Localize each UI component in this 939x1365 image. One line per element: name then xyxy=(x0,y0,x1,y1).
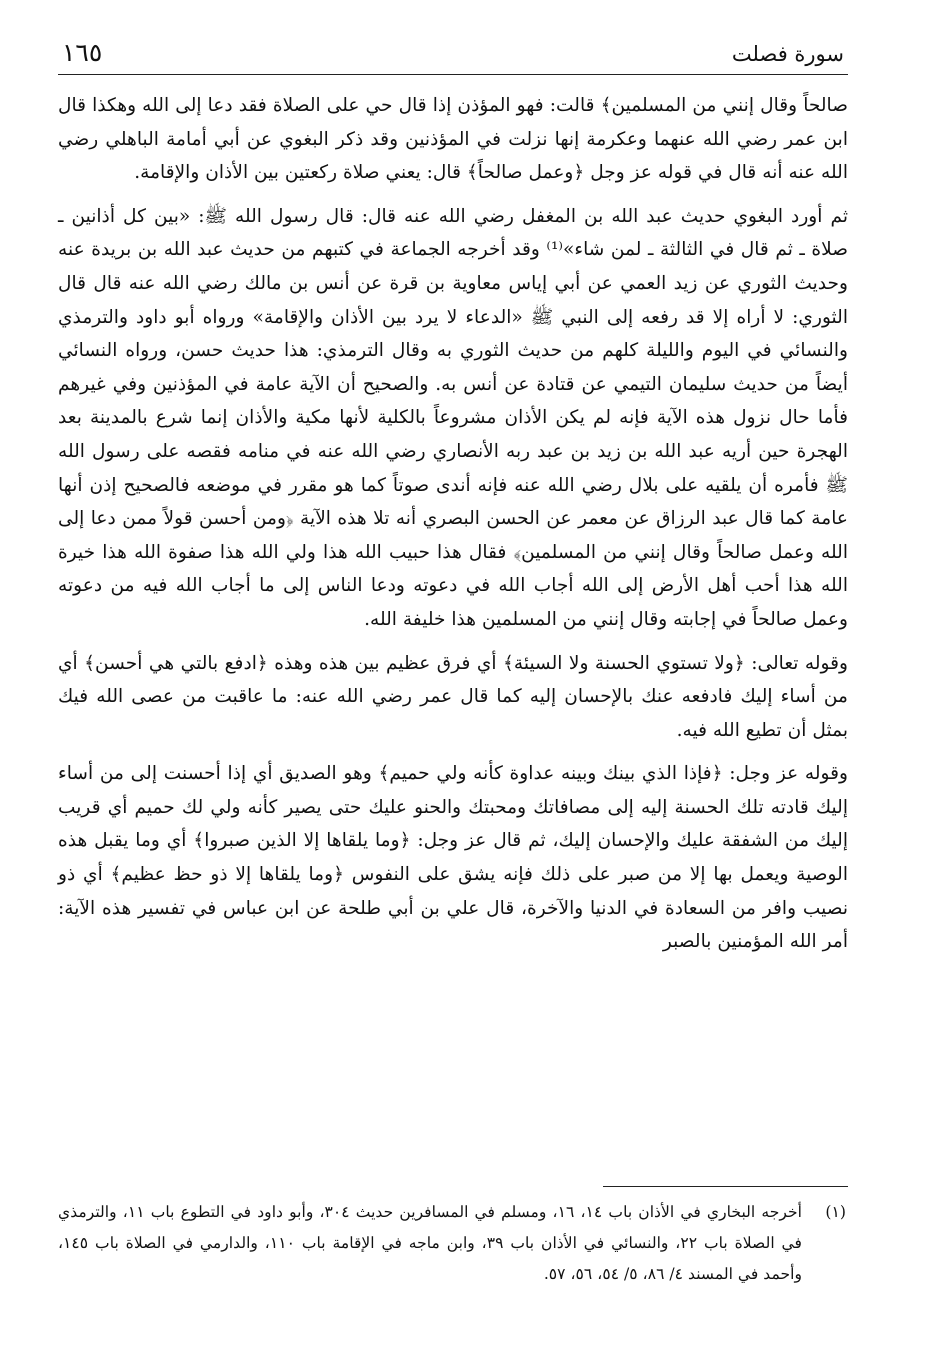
paragraph-1: صالحاً وقال إنني من المسلمين﴾ قالت: فهو المؤذن إذا قال حي على الصلاة فقد دعا إلى الله وهكذا قال ابن عمر رضي الله عنهما وعكرمة إنها نزلت في المؤذنين وقد ذكر البغوي عن أبي أمامة الباهلي رضي الله عنه أنه قال في قوله عز وجل ﴿وعمل صالحاً﴾ قال: يعني صلاة ركعتين بين الأذان والإقامة. xyxy=(58,95,848,184)
main-text xyxy=(58,89,848,959)
running-title: سورة فصلت xyxy=(731,42,844,66)
page-number: ١٦٥ xyxy=(62,38,103,67)
footnote-divider xyxy=(603,1186,848,1187)
page-header xyxy=(58,38,848,75)
paragraph-3: وقوله تعالى: ﴿ولا تستوي الحسنة ولا السيئة﴾ أي فرق عظيم بين هذه وهذه ﴿ادفع بالتي هي أحسن﴾ أي من أساء إليك فادفعه عنك بالإحسان إليه كما قال عمر رضي الله عنه: ما عاقبت من عصى الله فيك بمثل أن تطيع الله فيه. xyxy=(58,652,848,741)
paragraph-2: ثم أورد البغوي حديث عبد الله بن المغفل رضي الله عنه قال: قال رسول الله ﷺ: «بين كل أذانين ـ صلاة ـ ثم قال في الثالثة ـ لمن شاء»⁽¹⁾ وقد أخرجه الجماعة في كتبهم من حديث عبد الله بن بريدة عنه وحديث الثوري عن زيد العمي عن أبي إياس معاوية بن قرة عن أنس بن مالك رضي الله عنه قال قال الثوري: لا أراه إلا قد رفعه إلى النبي ﷺ «الدعاء لا يرد بين الأذان والإقامة» ورواه أبو داود والترمذي والنسائي في اليوم والليلة كلهم من حديث الثوري به وقال الترمذي: هذا حديث حسن، ورواه النسائي أيضاً من حديث سليمان التيمي عن قتادة عن أنس به. والصحيح أن الآية عامة في المؤذنين وفي غيرهم فأما حال نزول هذه الآية فإنه لم يكن الأذان مشروعاً بالكلية لأنها مكية والأذان إنما شرع بالمدينة بعد الهجرة حين أريه عبد الله بن زيد بن عبد ربه الأنصاري رضي الله عنه في منامه فقصه على رسول الله ﷺ فأمره أن يلقيه على بلال رضي الله عنه فإنه أندى صوتاً كما هو مقرر في موضعه فالصحيح إذن أنها عامة كما قال عبد الرزاق عن معمر عن الحسن البصري أنه تلا هذه الآية ﴿ومن أحسن قولاً ممن دعا إلى الله وعمل صالحاً وقال إنني من المسلمين﴾ فقال هذا حبيب الله هذا ولي الله هذا صفوة الله هذا خيرة الله هذا أحب أهل الأرض إلى الله أجاب الله في دعوته ودعا الناس إلى ما أجاب الله فيه من دعوته وعمل صالحاً في إجابته وقال إنني من المسلمين هذا خليفة الله. xyxy=(58,205,849,630)
book-page xyxy=(58,38,848,959)
footnote-text: أخرجه البخاري في الأذان باب ١٤، ١٦، ومسلم في المسافرين حديث ٣٠٤، وأبو داود في التطوع باب ١١، والترمذي في الصلاة باب ٢٢، والنسائي في الأذان باب ٣٩، وابن ماجه في الإقامة باب ١١٠، والدارمي في الصلاة باب ١٤٥، وأحمد في المسند ٤/ ٨٦، ٥/ ٥٤، ٥٦، ٥٧. xyxy=(58,1203,802,1283)
paragraph-4: وقوله عز وجل: ﴿فإذا الذي بينك وبينه عداوة كأنه ولي حميم﴾ وهو الصديق أي إذا أحسنت إلى من أساء إليك قادته تلك الحسنة إليه إلى مصافاتك ومحبتك والحنو عليك حتى يصير كأنه ولي لك حميم أي قريب إليك من الشفقة عليك والإحسان إليك، ثم قال عز وجل: ﴿وما يلقاها إلا الذين صبروا﴾ أي وما يقبل هذه الوصية ويعمل بها إلا من صبر على ذلك فإنه يشق على النفوس ﴿وما يلقاها إلا ذو حظ عظيم﴾ أي ذو نصيب وافر من السعادة في الدنيا والآخرة، قال علي بن أبي طلحة عن ابن عباس في تفسير هذه الآية: أمر الله المؤمنين بالصبر xyxy=(58,763,848,953)
footnote-1 xyxy=(58,1197,848,1290)
footnotes-section xyxy=(58,1186,848,1290)
footnote-marker: (١) xyxy=(825,1203,846,1221)
